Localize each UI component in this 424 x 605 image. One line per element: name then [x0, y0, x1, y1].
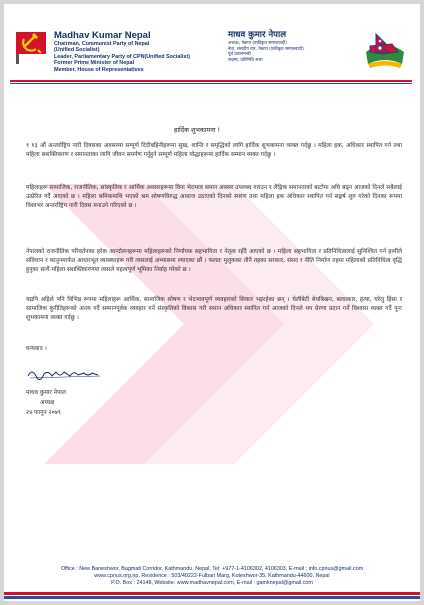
nepal-emblem-icon: [362, 30, 408, 70]
name-english: Madhav Kumar Nepal: [54, 30, 151, 41]
letter-subject: हार्दिक शुभकामना !: [174, 126, 221, 134]
footer-stripe-blue: [4, 596, 420, 599]
header-line: नेता, संसदीय दल, नेकपा (एकीकृत समाजवादी): [228, 46, 304, 52]
paragraph: यद्यपि अहिले पनि विभिन्न रूपमा महिलाहरू आर्थिक, सामाजिक शोषण र भेदभावपूर्ण व्यवहारको सिकार भइरहेका छन् । चेलीबेटी बेचबिखन, बलात्कार, हत्या, घरेलु हिंसा र सामाजिक कुरीतिहरूको अन्त्य गर्दै सम्मानपूर्वक व्यवहार गर्ने संस्कृतिको विकास गरी समान अधिकार स्थापित गर्न आजको दिनले थप प्रेरणा प्रदान गर्ने विश्वास व्यक्त गर्दै पुनः शुभकामना व्यक्त गर्दछु ।: [26, 297, 402, 321]
header-line: Chairman, Communist Party of Nepal: [54, 41, 150, 47]
paragraph: १ १३ औं अन्तर्राष्ट्रिय नारी दिवसका अवसरमा सम्पूर्ण दिदीबहिनीहरूमा सुख, शान्ति र समृद्धिको लागि हार्दिक शुभकामना व्यक्त गर्दछु । महिला हक, अधिकार स्थापित गर्न तथा महिला सशक्तिकरण र समानताका लागि जीवन समर्पण गर्नुहुने सम्पूर्ण महिला योद्धाहरूमा हार्दिक सम्मान व्यक्त गर्दछु ।: [26, 143, 402, 158]
header-line: सदस्य, प्रतिनिधि सभा: [228, 57, 263, 63]
signatory-title: अध्यक्ष: [40, 400, 55, 406]
party-logo-icon: [14, 30, 48, 64]
closing-text: धन्यवाद ।: [26, 346, 47, 352]
header-line: Member, House of Representatives: [54, 66, 144, 73]
header-english: [54, 30, 214, 73]
header-line: Former Prime Minister of Nepal: [54, 60, 134, 67]
footer-line: P.O. Box : 24148, Website: www.madhavnepal.com, E-mail : gamknepal@gmail.com: [111, 580, 313, 586]
footer-line: Office : New Baneshwor, Bagmati Corridor, Kathmandu, Nepal, Tel: +977-1-4106302, 4106303, E-mail : info.cpnus@gmail.com: [60, 566, 364, 572]
header-nepali: [228, 30, 360, 63]
paragraph: नेपालको राजनीतिक परिवर्तनका हरेक आन्दोलनहरूमा महिलाहरूको निर्णायक सहभागिता र नेतृत्व रहँदै आएको छ । महिला सहभागिता र प्रतिनिधित्वलाई सुनिश्चित गर्न हामीले संविधान र कानुनमार्फत आधारभूत व्यवस्थाहरू गरी त्यसलाई अभ्यासमा ल्याएका छौं । फलतः मुलुकका तीनै तहका सरकार, संसद र नीति निर्माण तहमा महिलाको प्रतिनिधित्व वृद्धि हुनुका साथै महिला सशक्तिकरणमा त्यसले महत्वपूर्ण भूमिका निर्वाह गरेको छ ।: [26, 249, 402, 273]
footer: [4, 566, 420, 587]
signatory-name: माधव कुमार नेपाल: [26, 390, 66, 396]
name-nepali: माधव कुमार नेपाल: [228, 30, 286, 40]
letter-date: २४ फागुन २०७९: [26, 410, 61, 416]
header-line: (Unified Socialist): [54, 47, 100, 54]
header-line: पूर्व प्रधानमन्त्री: [228, 52, 251, 58]
header-line: Leader, Parliamentary Party of CPN(Unified Socialist): [54, 53, 191, 60]
handwritten-signature: [26, 364, 106, 384]
footer-line: www.cpnus.org.np, Residence : 503/40222-Fulbari Marg, Koteshwor-35, Kathmandu-44600, Nepal: [94, 573, 330, 579]
header-rule-red: [10, 80, 412, 82]
letter-page: [4, 4, 420, 601]
header-rule-blue: [10, 83, 412, 84]
paragraph: महिलाहरू सामाजिक, राजनीतिक, सांस्कृतिक र आर्थिक अवसरहरूमा विना भेदभाव समान अवसर उपलब्ध गराउन र लैङ्गिक समानताको बाटोमा अघि बढ्न आजको दिनले सबैलाई उत्प्रेरित गर्दै आएको छ । महिला श्रमिकमाथि भएको श्रम शोषणविरुद्ध आवाज उठाएको दिनको स्मरण तथा महिला हक अधिकार स्थापित गर्न सङ्घर्ष शुरु गरेको दिनका रूपमा विश्वभर अन्तर्राष्ट्रिय नारी दिवस मनाउने गरिएको छ ।: [26, 185, 402, 209]
footer-stripe-red: [4, 592, 420, 595]
header-line: अध्यक्ष, नेकपा (एकीकृत समाजवादी): [228, 41, 287, 46]
